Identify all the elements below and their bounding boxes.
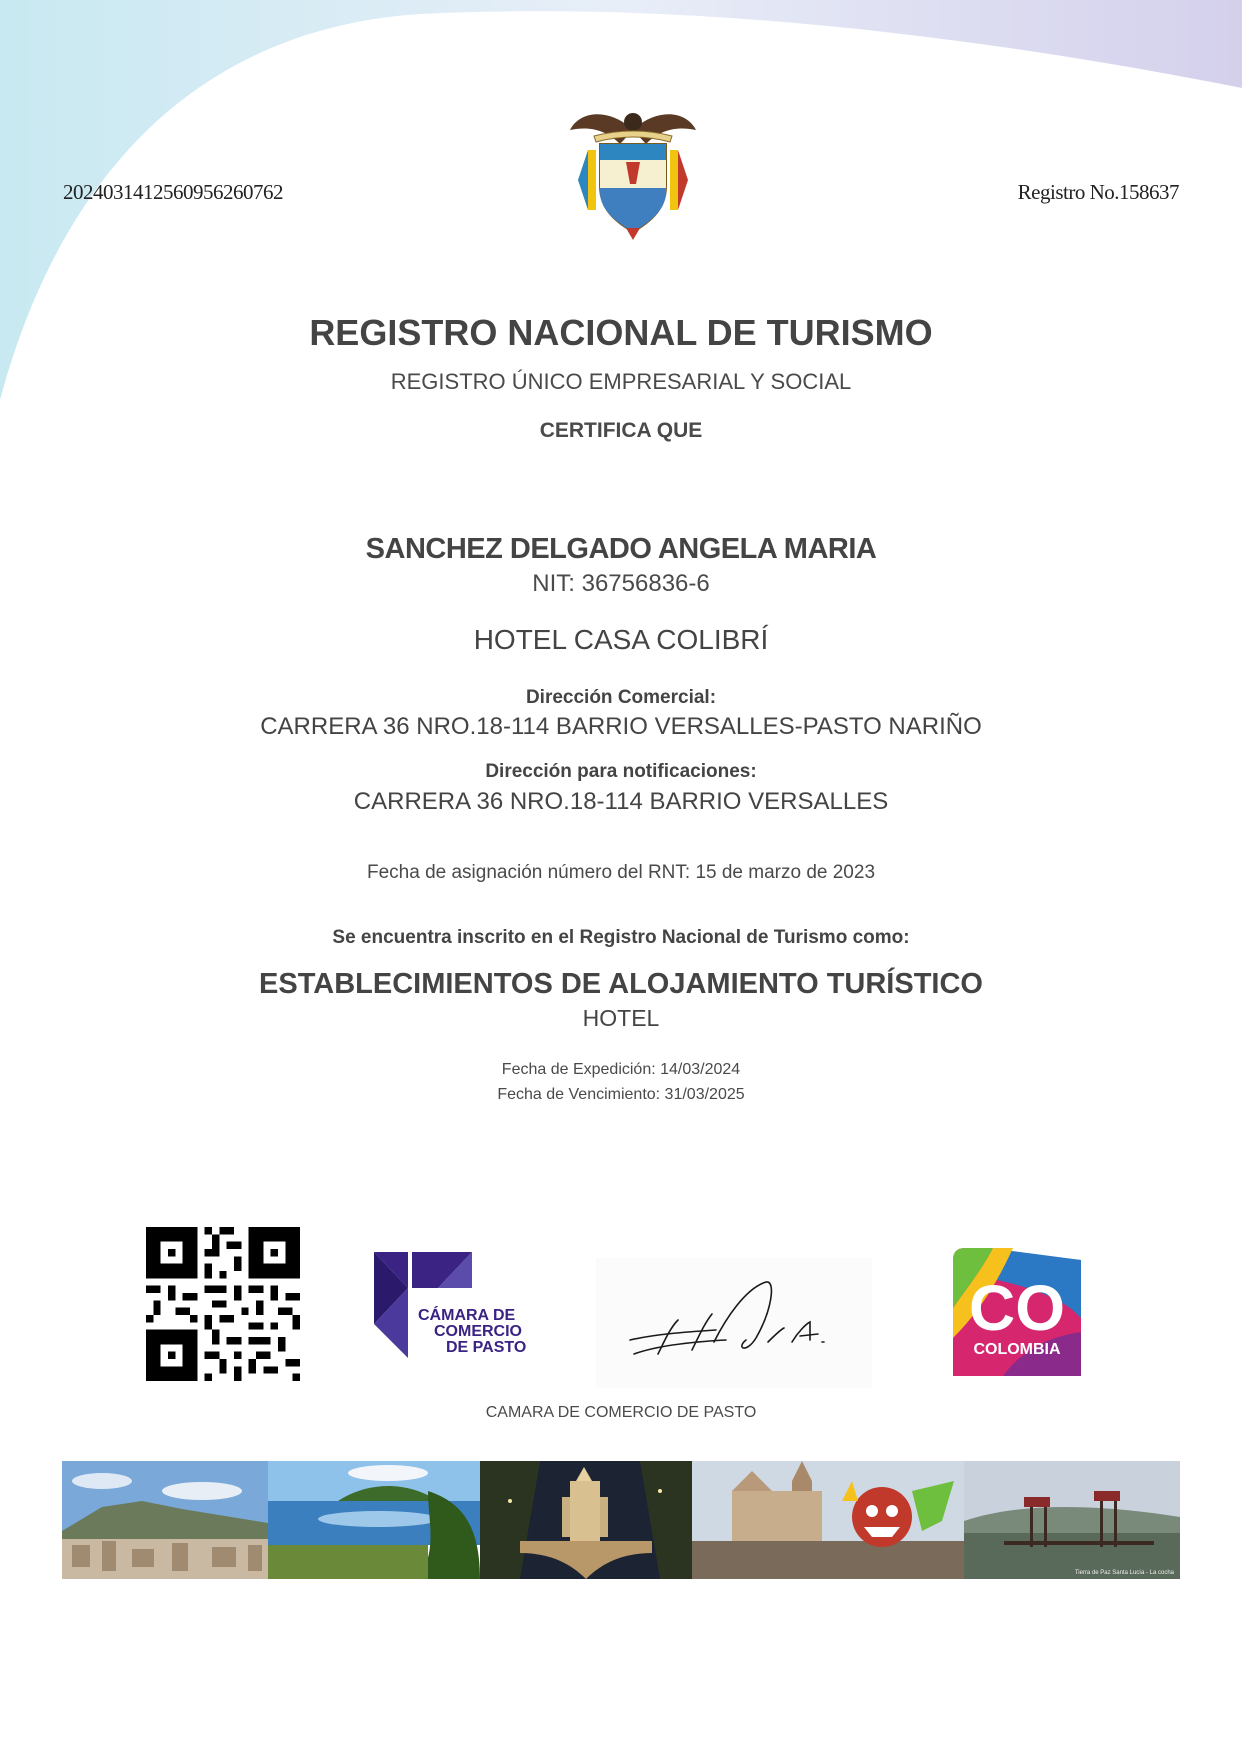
signature-image bbox=[596, 1258, 872, 1388]
registration-category: ESTABLECIMIENTOS DE ALOJAMIENTO TURÍSTICO bbox=[259, 968, 983, 1000]
registration-subcategory: HOTEL bbox=[582, 1005, 660, 1031]
photo-strip bbox=[62, 1461, 1180, 1579]
page-subtitle: REGISTRO ÚNICO EMPRESARIAL Y SOCIAL bbox=[390, 369, 852, 394]
photo-las-lajas bbox=[480, 1461, 692, 1579]
qr-code-icon[interactable] bbox=[146, 1227, 300, 1381]
establishment-name: HOTEL CASA COLIBRÍ bbox=[473, 624, 769, 655]
commercial-address-value: CARRERA 36 NRO.18-114 BARRIO VERSALLES-PASTO NARIÑO bbox=[260, 713, 982, 740]
photo-la-cocha bbox=[964, 1461, 1180, 1579]
colombia-coat-of-arms-icon bbox=[570, 100, 696, 240]
holder-name: SANCHEZ DELGADO ANGELA MARIA bbox=[365, 533, 877, 565]
registry-number: Registro No.158637 bbox=[1017, 180, 1179, 204]
photo-carnival bbox=[692, 1461, 964, 1579]
colombia-co-text: CO bbox=[969, 1272, 1065, 1344]
certifies-heading: CERTIFICA QUE bbox=[539, 419, 703, 442]
chamber-line2: COMERCIO bbox=[434, 1323, 522, 1340]
holder-nit: NIT: 36756836-6 bbox=[532, 570, 710, 597]
colombia-brand-logo bbox=[953, 1248, 1081, 1376]
notification-address-label: Dirección para notificaciones: bbox=[485, 761, 757, 782]
photo-caption: Tierra de Paz Santa Lucía - La cocha bbox=[1074, 1570, 1174, 1576]
photo-city-volcano bbox=[62, 1461, 268, 1579]
document-number: 2024031412560956260762 bbox=[63, 180, 283, 204]
rnt-assignment-date: Fecha de asignación número del RNT: 15 de marzo de 2023 bbox=[366, 862, 876, 883]
page-title: REGISTRO NACIONAL DE TURISMO bbox=[309, 312, 933, 353]
chamber-of-commerce-logo bbox=[372, 1248, 532, 1358]
photo-lagoon bbox=[268, 1461, 480, 1579]
chamber-line3: DE PASTO bbox=[446, 1339, 527, 1356]
signatory-name: CAMARA DE COMERCIO DE PASTO bbox=[485, 1404, 757, 1421]
registration-intro: Se encuentra inscrito en el Registro Nacional de Turismo como: bbox=[332, 927, 910, 948]
commercial-address-label: Dirección Comercial: bbox=[525, 687, 717, 708]
issue-date: Fecha de Expedición: 14/03/2024 bbox=[501, 1061, 741, 1078]
chamber-line1: CÁMARA DE bbox=[418, 1307, 516, 1324]
notification-address-value: CARRERA 36 NRO.18-114 BARRIO VERSALLES bbox=[353, 788, 889, 815]
expiry-date: Fecha de Vencimiento: 31/03/2025 bbox=[497, 1086, 745, 1103]
colombia-word-text: COLOMBIA bbox=[973, 1341, 1061, 1358]
